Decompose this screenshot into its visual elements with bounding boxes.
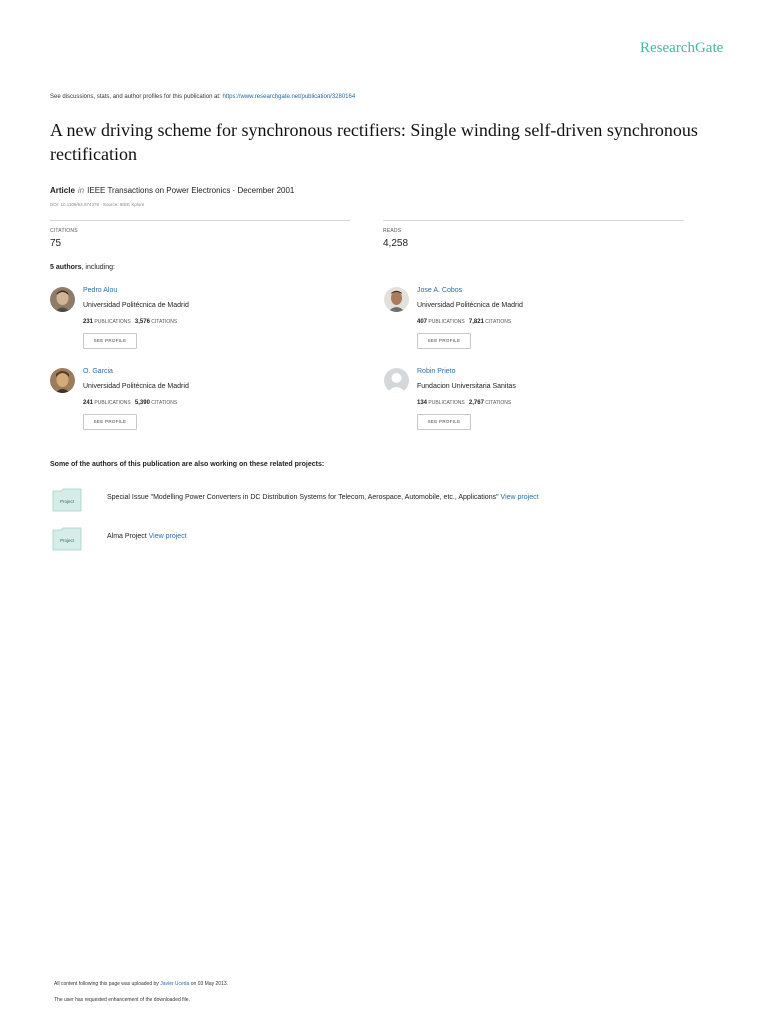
project-icon-label: Project (59, 538, 75, 543)
citations-count: 2,767 (468, 400, 484, 406)
author-card-robin-prieto (384, 368, 684, 443)
author-name-link[interactable]: Pedro Alou (83, 287, 118, 294)
see-profile-button[interactable]: SEE PROFILE (417, 414, 471, 430)
author-name-link[interactable]: Jose A. Cobos (417, 287, 463, 294)
see-profile-button[interactable]: SEE PROFILE (417, 333, 471, 349)
authors-heading (50, 264, 115, 271)
related-projects-heading: Some of the authors of this publication are also working on these related projects: (50, 461, 325, 468)
authors-count: 5 authors (50, 264, 82, 271)
author-institution: Universidad Politécnica de Madrid (83, 302, 189, 309)
citations-label: CITATIONS (151, 319, 178, 325)
see-profile-button[interactable]: SEE PROFILE (83, 333, 137, 349)
project-item (107, 533, 187, 540)
citations-label: CITATIONS (151, 400, 178, 406)
author-name-link[interactable]: O. Garcia (83, 368, 113, 375)
article-type: Article (50, 186, 75, 195)
citations-value: 75 (50, 238, 62, 249)
avatar[interactable] (384, 287, 409, 312)
author-institution: Universidad Politécnica de Madrid (83, 383, 189, 390)
citations-count: 5,390 (134, 400, 150, 406)
publication-meta: Article in IEEE Transactions on Power Electronics · December 2001 (50, 186, 295, 195)
author-stats (417, 319, 511, 325)
see-discussions-text: See discussions, stats, and author profiles for this publication at: (50, 94, 221, 100)
citations-count: 3,576 (134, 319, 150, 325)
citations-label: CITATIONS (50, 228, 78, 234)
publication-url-link[interactable]: https://www.researchgate.net/publication/3280164 (222, 94, 356, 100)
see-profile-button[interactable]: SEE PROFILE (83, 414, 137, 430)
enhancement-note: The user has requested enhancement of the downloaded file. (54, 997, 190, 1003)
author-stats (417, 400, 511, 406)
doi-line: DOI: 10.1109/63.974378 · Source: IEEE Xplore (50, 202, 145, 207)
project-folder-icon (52, 527, 80, 547)
researchgate-logo[interactable]: ResearchGate (640, 40, 724, 56)
reads-value: 4,258 (383, 238, 409, 249)
author-institution: Fundacion Universitaria Sanitas (417, 383, 516, 390)
publications-count: 407 (417, 319, 428, 325)
project-title: Alma Project (107, 533, 147, 540)
author-name-link[interactable]: Robin Prieto (417, 368, 456, 375)
upload-note (54, 981, 228, 987)
authors-suffix: , including: (81, 264, 115, 271)
upload-prefix: All content following this page was uploaded by (54, 981, 159, 987)
author-institution: Universidad Politécnica de Madrid (417, 302, 523, 309)
avatar[interactable] (50, 287, 75, 312)
reads-divider (383, 220, 684, 221)
publications-label: PUBLICATIONS (94, 400, 131, 406)
view-project-link[interactable]: View project (500, 494, 539, 501)
publication-date: December 2001 (237, 186, 295, 195)
publications-count: 231 (83, 319, 94, 325)
citations-label: CITATIONS (485, 400, 512, 406)
view-project-link[interactable]: View project (148, 533, 187, 540)
author-card-pedro-alou (50, 287, 350, 362)
publications-count: 241 (83, 400, 94, 406)
project-folder-icon (52, 488, 80, 508)
publications-label: PUBLICATIONS (428, 400, 465, 406)
project-title: Special Issue "Modelling Power Converters in DC Distribution Systems for Telecom, Aerospace, Automobile, etc., Applications" (107, 494, 499, 501)
reads-label: READS (383, 228, 402, 234)
citations-count: 7,821 (468, 319, 484, 325)
project-icon-label: Project (59, 499, 75, 504)
journal-name: IEEE Transactions on Power Electronics (87, 186, 231, 195)
see-discussions-line (50, 94, 355, 100)
author-card-jose-cobos (384, 287, 684, 362)
author-card-o-garcia (50, 368, 350, 443)
default-user-icon[interactable] (384, 368, 409, 393)
publications-count: 134 (417, 400, 428, 406)
author-stats (83, 400, 177, 406)
project-item (107, 494, 539, 501)
avatar[interactable] (50, 368, 75, 393)
upload-suffix: on 03 May 2013. (190, 981, 229, 987)
publications-label: PUBLICATIONS (94, 319, 131, 325)
citations-label: CITATIONS (485, 319, 512, 325)
citations-divider (50, 220, 350, 221)
publication-title: A new driving scheme for synchronous rectifiers: Single winding self-driven synchronous rectification (50, 120, 698, 164)
publications-label: PUBLICATIONS (428, 319, 465, 325)
uploader-link[interactable]: Javier Uceda (160, 981, 190, 987)
author-stats (83, 319, 177, 325)
in-word: in (77, 186, 85, 195)
